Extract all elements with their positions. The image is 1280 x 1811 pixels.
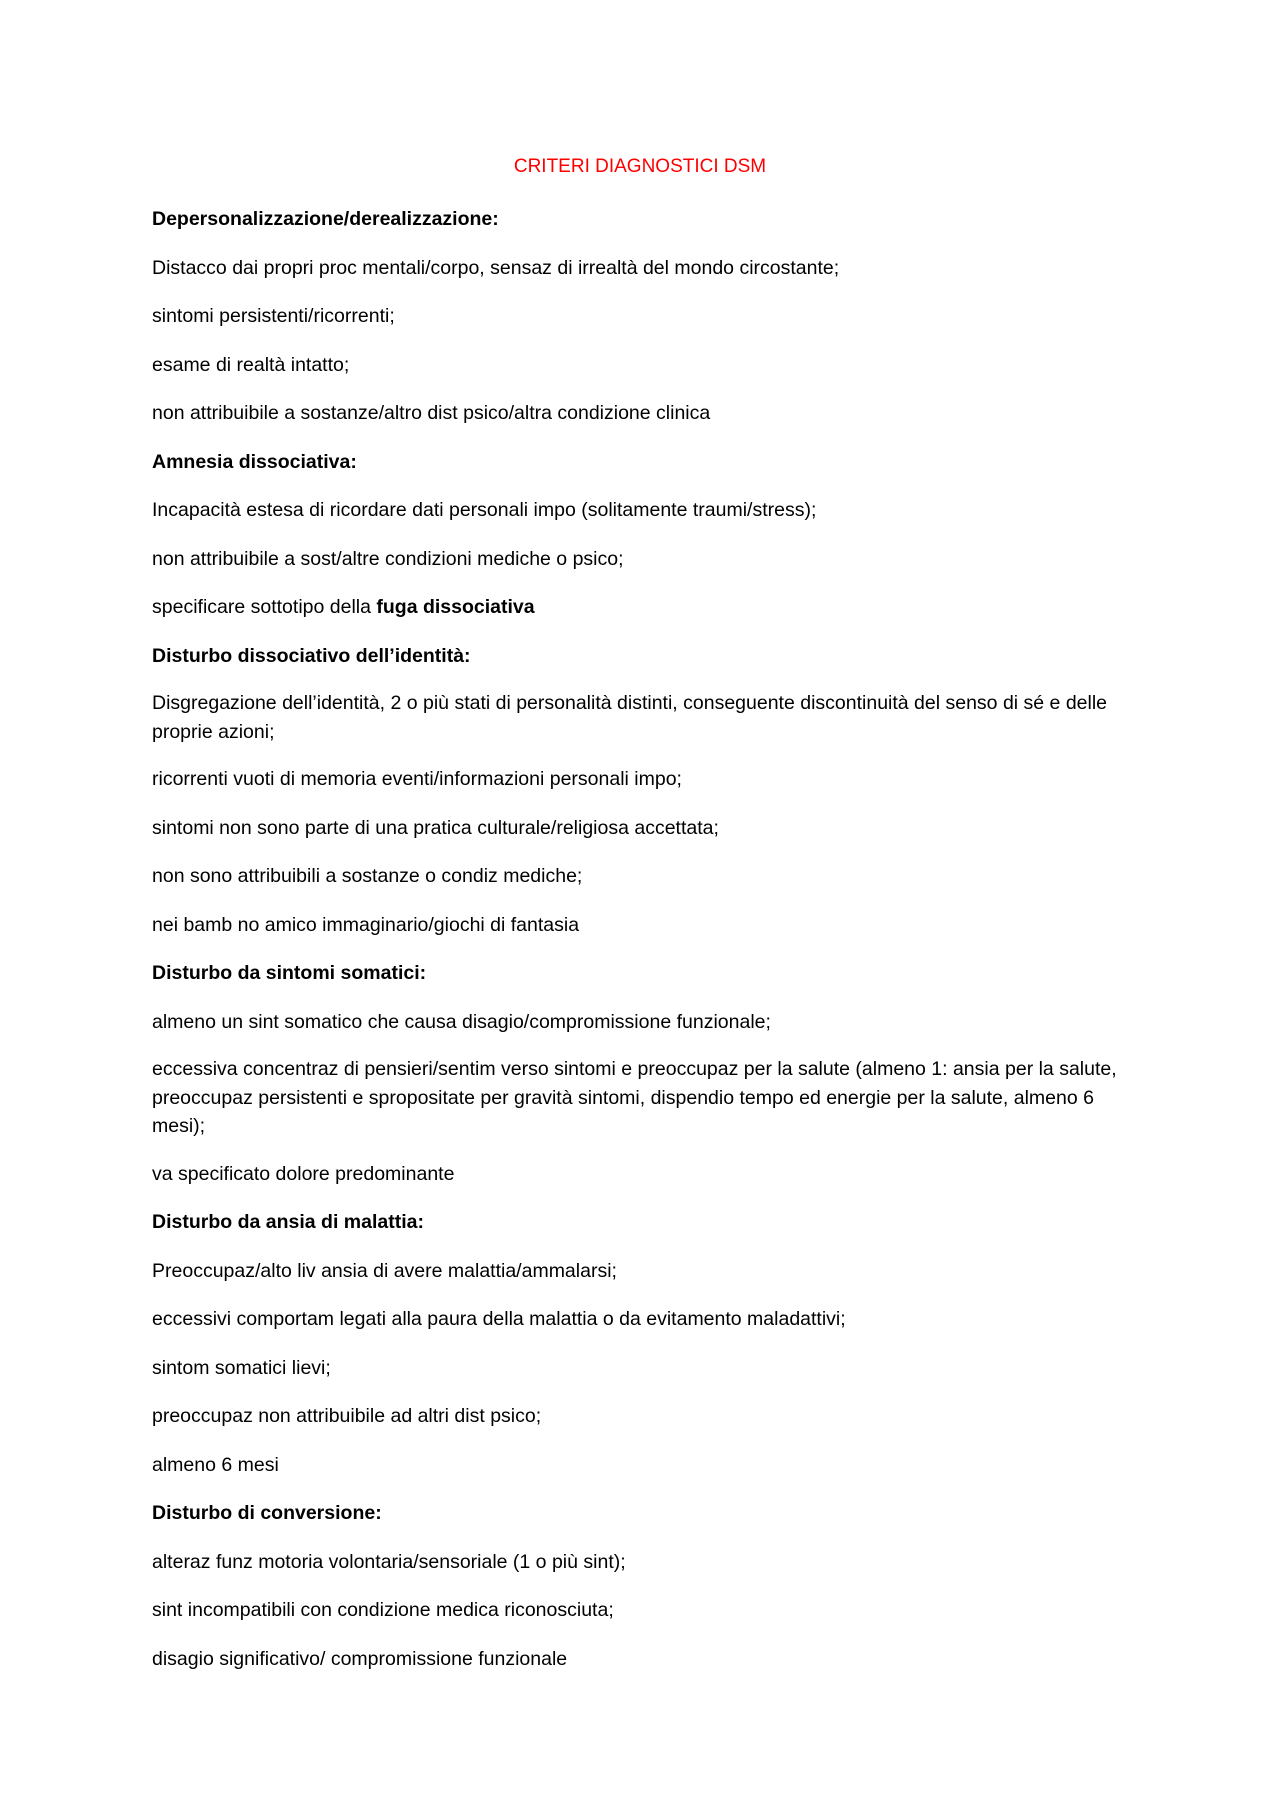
criterion-paragraph: sintomi non sono parte di una pratica culturale/religiosa accettata; [152, 816, 719, 839]
criterion-paragraph: disagio significativo/ compromissione funzionale [152, 1647, 568, 1670]
criterion-paragraph: alteraz funz motoria volontaria/sensoriale (1 o più sint); [152, 1550, 626, 1573]
section-heading-depersonalization: Depersonalizzazione/derealizzazione: [152, 208, 499, 230]
criterion-paragraph: non sono attribuibili a sostanze o condiz mediche; [152, 865, 583, 887]
criterion-paragraph: almeno un sint somatico che causa disagio/compromissione funzionale; [152, 1010, 771, 1033]
criterion-paragraph: Incapacità estesa di ricordare dati personali impo (solitamente traumi/stress); [152, 499, 817, 521]
criterion-paragraph: sint incompatibili con condizione medica riconosciuta; [152, 1599, 614, 1621]
section-heading-dissociative-identity: Disturbo dissociativo dell’identità: [152, 644, 471, 667]
criterion-paragraph: Preoccupaz/alto liv ansia di avere malattia/ammalarsi; [152, 1259, 617, 1282]
criterion-paragraph: almeno 6 mesi [152, 1453, 279, 1476]
criterion-paragraph: ricorrenti vuoti di memoria eventi/informazioni personali impo; [152, 768, 682, 790]
document-title: CRITERI DIAGNOSTICI DSM [513, 156, 767, 177]
criterion-bold-term: fuga dissociativa [376, 596, 535, 618]
document-body [152, 204, 1142, 1692]
criterion-paragraph: Distacco dai propri proc mentali/corpo, sensaz di irrealtà del mondo circostante; [152, 256, 840, 279]
criterion-paragraph: preoccupaz non attribuibile ad altri dist psico; [152, 1405, 542, 1427]
criterion-paragraph: sintomi persistenti/ricorrenti; [152, 305, 395, 327]
criterion-paragraph: sintom somatici lievi; [152, 1356, 331, 1379]
criterion-text: specificare sottotipo della [152, 596, 377, 618]
section-heading-somatic-symptoms: Disturbo da sintomi somatici: [152, 962, 427, 984]
section-heading-conversion: Disturbo di conversione: [152, 1502, 382, 1524]
criterion-paragraph: esame di realtà intatto; [152, 353, 350, 376]
criterion-paragraph-mixed [152, 592, 1142, 623]
criterion-paragraph: non attribuibile a sost/altre condizioni mediche o psico; [152, 547, 624, 570]
criterion-paragraph: eccessivi comportam legati alla paura della malattia o da evitamento maladattivi; [152, 1308, 846, 1330]
criterion-paragraph: non attribuibile a sostanze/altro dist psico/altra condizione clinica [152, 402, 711, 424]
section-heading-illness-anxiety: Disturbo da ansia di malattia: [152, 1211, 424, 1233]
section-heading-dissociative-amnesia: Amnesia dissociativa: [152, 450, 357, 473]
criterion-paragraph: nei bamb no amico immaginario/giochi di fantasia [152, 913, 580, 936]
criterion-paragraph: eccessiva concentraz di pensieri/sentim verso sintomi e preoccupaz per la salute (almeno 1: ansia per la salute, preoccupaz persistenti e spropositate per gravità sintomi, dispendio tempo ed energie per la salute, almeno 6 mesi); [152, 1058, 1117, 1137]
criterion-paragraph: Disgregazione dell’identità, 2 o più stati di personalità distinti, conseguente discontinuità del senso di sé e delle proprie azioni; [152, 692, 1108, 743]
criterion-paragraph: va specificato dolore predominante [152, 1162, 455, 1185]
